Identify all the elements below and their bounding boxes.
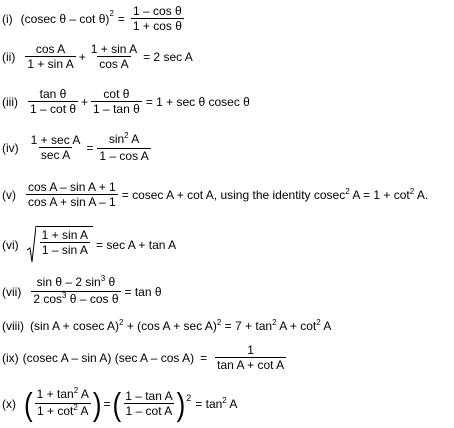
numerator: cot θ	[103, 87, 130, 101]
numerator: 1 + sin A	[41, 228, 89, 242]
numerator: 1 + sin A	[90, 42, 138, 56]
fraction-2	[123, 389, 174, 418]
identity-iii	[2, 87, 250, 116]
denominator: 1 – sin A	[41, 243, 88, 257]
fraction-1	[29, 133, 83, 162]
left-paren: (	[112, 384, 122, 423]
radical-sign-icon	[27, 226, 36, 264]
denominator: 1 – cos A	[99, 149, 149, 163]
denominator: 2 $\cos^3 \theta$ – cos θ	[33, 291, 119, 306]
denominator: sec A	[40, 148, 71, 162]
fraction	[215, 343, 286, 372]
denominator: 1 + cos θ	[132, 19, 182, 33]
item-number: (vii)	[2, 284, 22, 299]
item-number: (ii)	[2, 49, 16, 64]
fraction-2	[91, 87, 142, 116]
equals: =	[86, 140, 94, 155]
denominator: tan A + cot A	[217, 358, 285, 372]
denominator: 1 – tan θ	[93, 102, 140, 116]
fraction-1	[35, 387, 91, 420]
identity-ix	[2, 343, 288, 372]
equals: =	[103, 396, 111, 411]
item-number: (i)	[2, 11, 13, 26]
rhs: = cosec A + cot A, using the identity cosec$^2$ $A = 1 + \cot^2 A$.	[121, 186, 429, 202]
fraction	[31, 275, 120, 308]
denominator: cos A + sin A – 1	[28, 195, 116, 209]
fraction-2	[89, 42, 139, 71]
rhs: = sec A + tan A	[96, 238, 177, 252]
rhs: = 1 + sec θ cosec θ	[145, 94, 250, 109]
numerator: 1 – cos θ	[133, 4, 182, 18]
identity-x	[2, 384, 238, 423]
rhs: = tan θ	[124, 284, 162, 299]
numerator: 1 – tan A	[125, 389, 173, 403]
fraction-2	[97, 132, 150, 163]
item-number: (v)	[2, 187, 16, 202]
item-number: (viii)	[2, 319, 24, 333]
denominator: 1 – cot θ	[30, 102, 77, 116]
identity-i	[2, 4, 186, 33]
denominator: cos A	[99, 57, 129, 71]
fraction	[131, 4, 184, 33]
denominator: 1 – cot A	[125, 404, 173, 418]
numerator: 1 + sec A	[30, 133, 81, 147]
rhs: = $\tan^2 A$	[195, 395, 238, 411]
numerator: cos A	[35, 42, 66, 56]
identity-iv	[2, 132, 153, 163]
left-paren: (	[24, 384, 33, 423]
numerator: sin θ – 2 $\sin^3 \theta$	[36, 274, 116, 289]
lhs: (cosec A – sin A) (sec A – cos A)	[22, 350, 195, 365]
numerator: cos A – sin A + 1	[28, 180, 116, 194]
numerator: $1 + \tan^2 A$	[36, 386, 89, 401]
identity-viii	[2, 319, 331, 333]
item-number: (ix)	[2, 350, 19, 365]
numerator: tan θ	[39, 87, 67, 101]
item-number: (iii)	[2, 94, 18, 109]
identity-v	[2, 180, 428, 209]
identity-vi	[2, 226, 176, 264]
lhs: (cosec θ – cot θ)	[20, 11, 110, 26]
plus: +	[78, 49, 86, 64]
exponent: 2	[186, 393, 192, 403]
numerator: $\sin^2 A$	[108, 131, 140, 146]
square-root	[27, 226, 93, 264]
numerator: 1	[247, 343, 254, 357]
identity-ii	[2, 42, 193, 71]
equals: =	[117, 11, 125, 26]
denominator: $1 + \cot^2 A$	[37, 403, 89, 418]
equation: (sin A + cosec A)$^2$ + (cos $A + \sec A)^2 = 7 + \tan^2 A + \cot^2 A$	[30, 318, 332, 333]
item-number: (x)	[2, 396, 16, 411]
rhs: = 2 sec A	[143, 49, 193, 64]
identity-vii	[2, 275, 162, 308]
fraction	[26, 180, 118, 209]
item-number: (iv)	[2, 140, 19, 155]
fraction	[40, 228, 90, 257]
equals: =	[200, 350, 208, 365]
item-number: (vi)	[2, 238, 19, 252]
plus: +	[81, 94, 89, 109]
right-paren: )	[176, 384, 186, 423]
right-paren: )	[92, 384, 102, 423]
exponent: 2	[109, 9, 114, 18]
denominator: 1 + sin A	[27, 57, 74, 71]
fraction-1	[25, 42, 75, 71]
fraction-1	[28, 87, 78, 116]
